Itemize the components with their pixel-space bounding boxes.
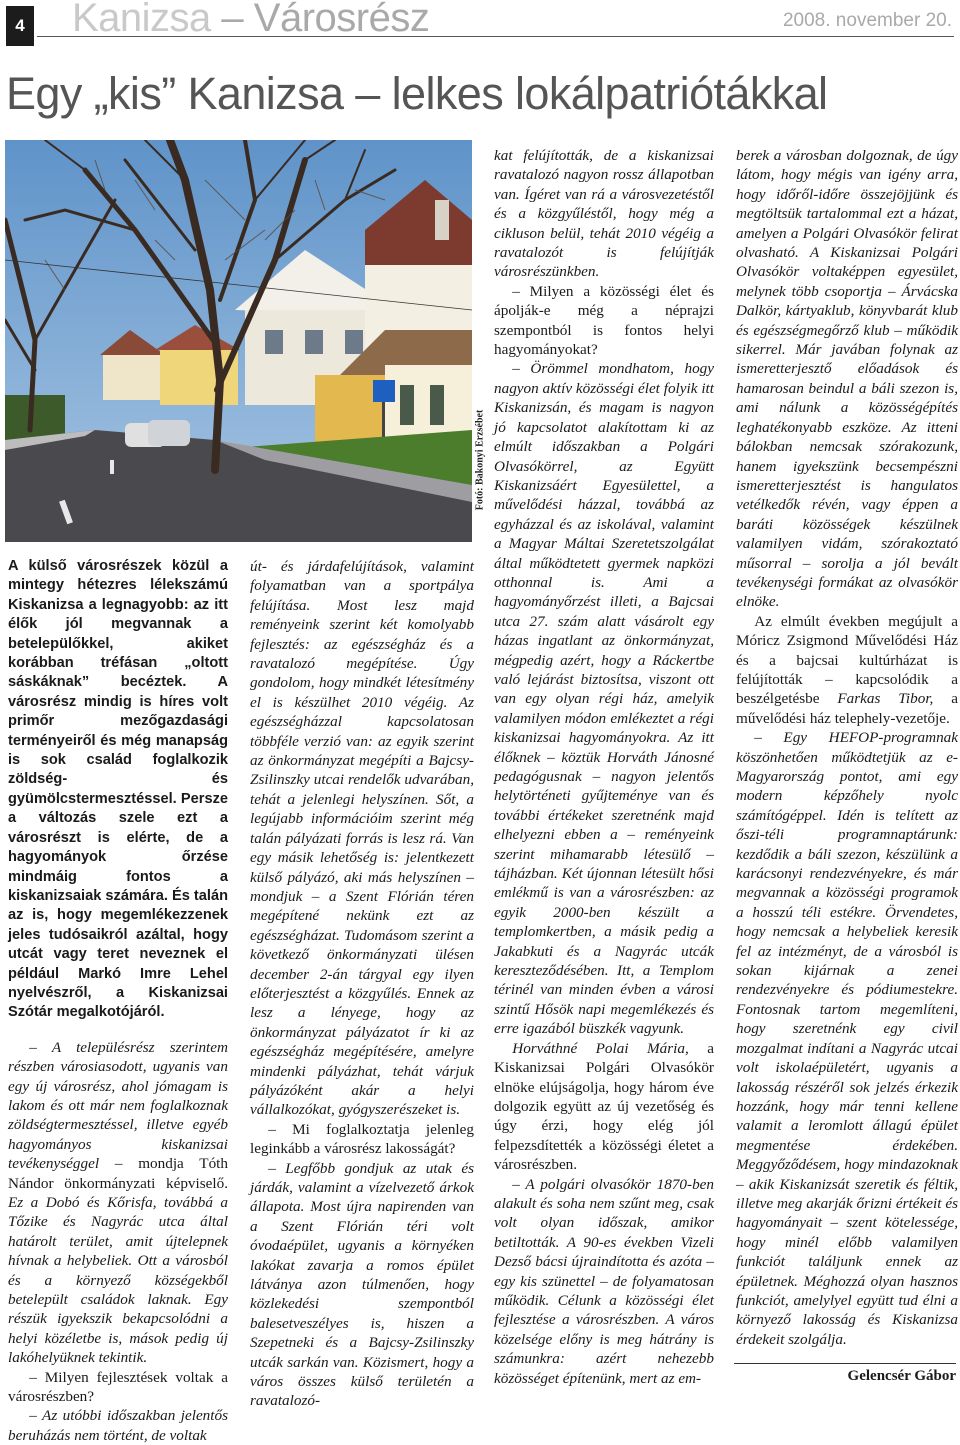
author-rule <box>734 1363 956 1364</box>
street-photo <box>5 140 472 542</box>
section-title-a: Kanizsa <box>72 0 211 40</box>
section-title-b: – Városrész <box>210 0 430 40</box>
article-headline: Egy „kis” Kanizsa – lelkes lokálpatriótákkal <box>6 68 828 119</box>
question: – Mi foglalkoztatja jelenleg leginkább a városrész lakosságát? <box>250 1120 474 1158</box>
paragraph: út- és járdafelújítások, valamint folyamatban van a sportpálya felújítása. Most lesz majd reményeink szerint két komolyabb fejlesztés: az egészségház és a ravatalozó megépítése. Úgy gondolom, hogy mindkét létesítmény el is készülhet 2010 végéig. Az egészségházzal kapcsolatosan többféle verzió van: az egyik szerint az önkormányzat megépíti a Bajcsy-Zsilinszky utcai rendelők udvarában, tehát a jelenlegi helyszínen. Sőt, a legújabb információim szerint még talán pályázati forrás is lesz rá. Van egy másik lehetőség is: jelentkezett külső pályázó, aki más helyszínen – mondjuk – a Szent Flórián téren megépítené nekünk ezt az egészségházat. Tudomásom szerint a következő önkormányzati ülésen december 2-án tárgyal egy ilyen előterjesztést a közgyűlés. Ennek az lesz a lényege, hogy az önkormányzat pályázatot ír ki az egészségház megépítésére, amelyre mindenki pályázhat, tehát várjuk pályázóként akár a helyi vállalkozókat, gyógyszerészeket is. <box>250 558 474 1119</box>
paragraph: – Egy HEFOP-programnak köszönhetően működtetjük az e-Magyarország pontot, ami egy modern képzőhely nyolc számítógéppel. Idén is telített az őszi-téli programnaptárunk: kezdődik a báli szezon, készülünk a karácsonyi rendezvényekre, és már megvannak a közösségi programok a hosszú téli estékre. Örvendetes, hogy nemcsak a helybeliek keresik fel az intézményt, de a városból is sokan kijárnak a zenei rendezvényekre és pódiumestekre. Fontosnak tartom megemlíteni, hogy szeretnénk egy civil mozgalmat indítani a Nagyrác utcai volt iskolaépületért, ugyanis a lakosság részéről sok jelzés érkezik hozzánk, hogy már tenni kellene valamit a leromlott állagú épület megmentése érdekében. Meggyőződésem, hogy mindazoknak – akik Kiskanizsát szeretik és féltik, illetve meg akarják őrizni értékeit és hagyományait – szent kötelessége, hogy minél előbb valamilyen funkciót találjunk ennek az épületnek. Méghozzá olyan hasznos funkciót, amelylyel együtt tud élni a környező lakosság és Kiskanizsa érdekeit szolgálja. <box>736 729 958 1348</box>
column-3 <box>494 146 714 1388</box>
paragraph: Horváthné Polai Mária, a Kiskanizsai Polgári Olvasókör elnöke elújságolja, hogy három éve dolgozik együtt az új vezetőség és úgy érzi, hogy elég jól felpezsdítették a közösségi életet a városrészben. <box>494 1039 715 1174</box>
paragraph: – Az utóbbi időszakban jelentős beruházás nem történt, de voltak <box>8 1407 228 1444</box>
question: – Milyen fejlesztések voltak a városrészben? <box>8 1368 228 1406</box>
paragraph: – A településrész szerintem részben városiasodott, ugyanis van egy új városrész, ahol jómagam is lakom és ott már nem foglalkoznak zöldségtermesztéssel, illetve egyéb hagyományos kiskanizsai tevékenységgel – mondja Tóth Nándor önkormányzati képviselő. Ez a Dobó és Kőrisfa, továbbá a Tőzike és Nagyrác utca által határolt terület, amit újtelepnek hívnak a helybeliek. Ott a városból és a környező községekből betelepült családok laknak. Egy részük igyekszik bekapcsolódni a helyi közéletbe is, mások pedig új lakóhelyüknek tekintik. <box>8 1038 228 1367</box>
paragraph: Az elmúlt években megújult a Móricz Zsigmond Művelődési Ház és a bajcsai kultúrházat is felújították – kapcsolódik a beszélgetésbe Farkas Tibor, a művelődési ház telephely-vezetője. <box>736 612 958 727</box>
paragraph: kat felújították, de a kiskanizsai ravatalozó nagyon rossz állapotban van. Ígéret van rá a városvezetéstől és a közgyűléstől, hogy még a cikluson belül, tehát 2010 végéig a ravatalozót is felújítják városrészünkben. <box>494 147 714 281</box>
lead-paragraph: A külső városrészek közül a mintegy hétezres lélekszámú Kiskanizsa a legnagyobb: az itt élők jól megvannak a betelepülőkkel, akiket korábban tréfásan „oltott sáskáknak” becéztek. A városrész mindig is híres volt primőr mezőgazdasági terményeiről és még manapság is sok család foglalkozik zöldség- és gyümölcstermesztéssel. Persze a változás szele ezt a városrészt is elérte, de a hagyományok őrzése mindmáig fontos a kiskanizsaiak számára. És talán az is, hogy megemlékezzenek jeles tudósaikról azáltal, hogy utcát vagy teret neveznek el például Markó Imre Lehel nyelvészről, a Kiskanizsai Szótár megalkotójáról. <box>8 558 228 1021</box>
section-title <box>72 0 429 41</box>
paragraph: – Legfőbb gondjuk az utak és járdák, valamint a vízelvezető árkok állapota. Most újra napirenden van a Szent Flórián téri volt óvodaépület, ugyanis a környéken lakókat zavarja a romos épület látványa azon túlmenően, hogy közlekedési szempontból balesetveszélyes is, hiszen a Szepetneki és a Bajcsy-Zsilinszky utcák sarkán van. Közismert, hogy a város összes külső területén a ravatalozó- <box>250 1159 474 1410</box>
page-number: 4 <box>6 6 34 46</box>
column-2 <box>250 557 474 1411</box>
column-4 <box>736 146 958 1349</box>
paragraph: – A polgári olvasókör 1870-ben alakult és soha nem szűnt meg, csak volt olyan időszak, amikor betiltották. A 90-es években Vizeli Dezső bácsi újraindította és azóta – egy kis szünettel – de folyamatosan működik. Célunk a közösségi élet fejlesztése a városrészben. A város közelsége előny is meg hátrány is számunkra: azért nehezebb közösséget építenünk, mert az em- <box>494 1175 714 1387</box>
question: – Milyen a közösségi élet és ápolják-e még a néprajzi szempontból is fontos helyi hagyományokat? <box>494 282 714 359</box>
paragraph: berek a városban dolgoznak, de úgy látom, hogy mégis van igény arra, hogy időről-időre összejöjjünk és megtöltsük tartalommal ezt a házat, amelyen a Polgári Olvasókör felirat olvasható. A Kiskanizsai Polgári Olvasókör voltaképpen egyesület, melynek több csoportja – Árvácska Dalkör, kártyaklub, könyvbarát klub és egészségmegőrző klub – működik sikerrel. Már javában folynak az ismeretterjesztő előadások és hamarosan beindul a báli szezon is, ami nálunk a közösségépítés leghatékonyabb eszköze. Az itteni bálokban nemcsak szórakozunk, hanem igyekszünk becsempészni ismeretterjesztést is hangulatos vetélkedők révén, vagy éppen a baráti közösségek készülnek valamilyen vidám, szórakoztató műsorral – sorolja a jól bevált tevékenységi formákat az olvasókör elnöke. <box>736 147 958 611</box>
paragraph: – Örömmel mondhatom, hogy nagyon aktív közösségi élet folyik itt Kiskanizsán, és magam is nagyon jó kapcsolatot alakítottam ki az elmúlt időszakban a Polgári Olvasókörrel, az Együtt Kiskanizsáért Egyesülettel, a művelődési házzal, továbbá az egyházzal és az iskolával, valamint a Magyar Máltai Szeretetszolgálat által működtetett gyermek napközi otthonnal is. Ami a hagyományőrzést illeti, a Bajcsai utca 27. szám alatt vásárolt egy házas ingatlant az önkormányzat, mégpedig azért, hogy a Ráckertbe való lejárást biztosítsa, viszont ott van egy olyan régi ház, amelyik valamilyen módon emlékeztet a régi kiskanizsai hagyományokra. Az itt élőknek – köztük Horváth Jánosné pedagógusnak – nagyon jelentős helytörténeti gyűjteménye van és további értékeket szeretnénk majd elhelyezni ebben a – reményeink szerint mihamarabb létesülő – tájházban. Két újonnan létesült hősi emlékmű is van a városrészben: az egyik 2000-ben készült a templomkertben, a másik pedig a Jakabkuti és a Nagyrác utcák kereszteződésében. Itt, a Templom térinél van minden évben a városi szintű Hősök napi megemlékezés és erre igazából büszkék vagyunk. <box>494 360 714 1038</box>
column-1 <box>8 557 228 1445</box>
author-byline: Gelencsér Gábor <box>847 1368 956 1384</box>
photo-credit: Fotó: Bakonyi Erzsébet <box>474 409 486 511</box>
issue-date: 2008. november 20. <box>782 10 952 31</box>
